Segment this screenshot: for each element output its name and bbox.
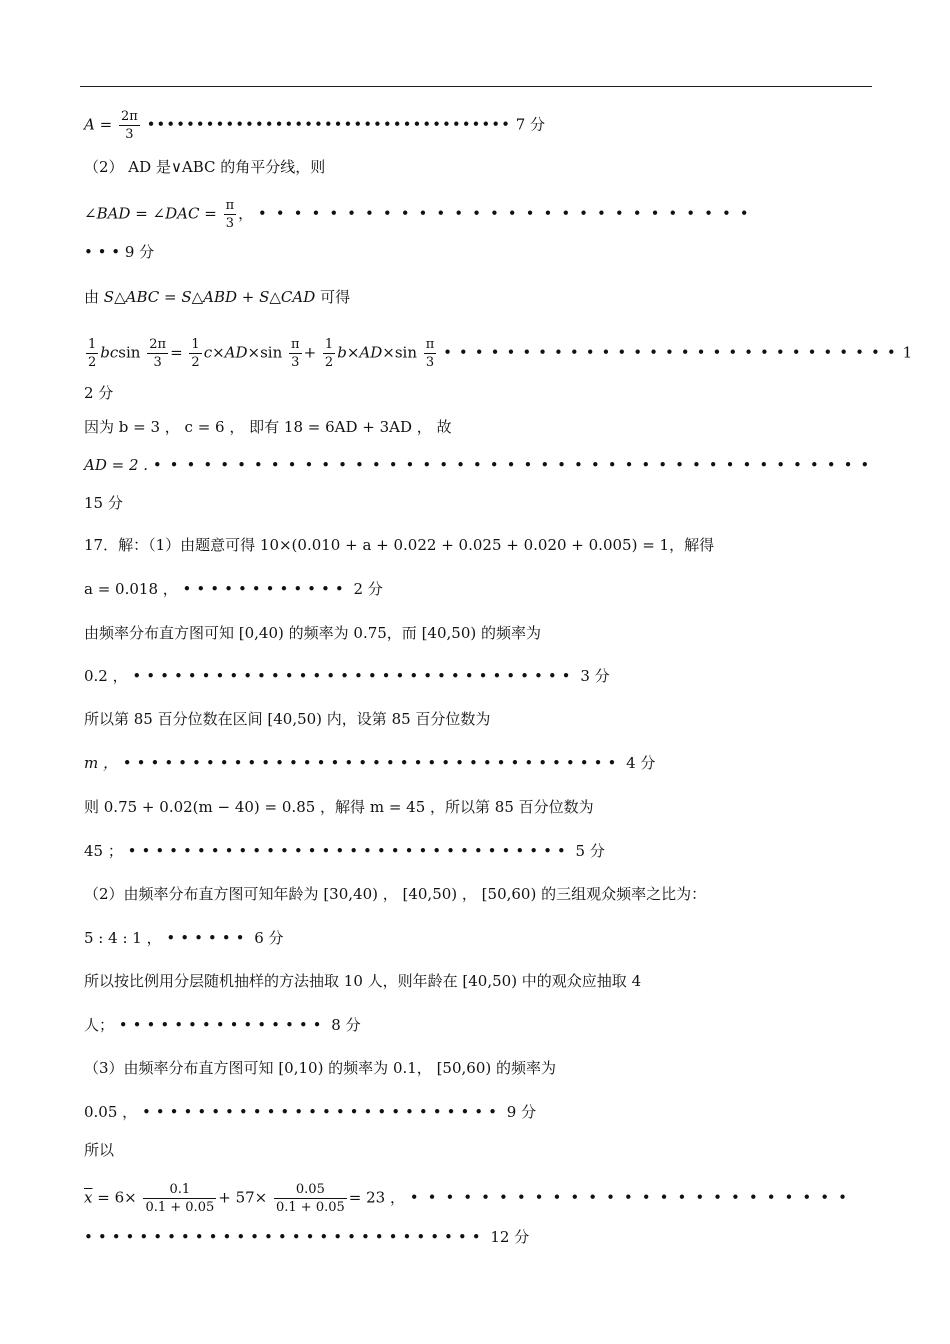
line-stratified-sampling: 所以按比例用分层随机抽样的方法抽取 10 人，则年龄在 [40,50) 中的观众应抽取 4 [84, 972, 642, 990]
line-given-values: 因为 b = 3 ， c = 6 ， 即有 18 = 6AD + 3AD ， 故 [84, 418, 452, 436]
line-score-15: 15 分 [84, 494, 123, 512]
line-score-12b: ••••••••••••••••••••••••••••• 12 分 [84, 1228, 530, 1246]
line-area-equation: $\frac{1}{2}$ bcsin $\frac{2\pi}{3}$ = $\frac{1}{2}$ c×AD×sin $\frac{\pi}{3}$ + $\frac{1}{2}$ b×AD×sin $\frac{\pi}{3}$ •••••••••••••••••••••••••••••1 [88, 337, 913, 370]
line-therefore: 所以 [84, 1141, 115, 1159]
line-percentile-interval: 所以第 85 百分位数在区间 [40,50) 内，设第 85 百分位数为 [84, 710, 491, 728]
line-a-value: a = 0.018 ， •••••••••••• 2 分 [84, 580, 383, 598]
line-people: 人； ••••••••••••••• 8 分 [84, 1016, 361, 1034]
line-a-result: A = $\frac{2\pi}{3}$ ••••••••••••••••••••••••••••••••••••• 7 分 [84, 109, 546, 142]
line-score-12a: 2 分 [84, 384, 114, 402]
line-ratio-value: 5 : 4 : 1 ， •••••• 6 分 [84, 929, 284, 947]
line-angle-equality: ∠BAD = ∠DAC = $\frac{\pi}{3}$ ， •••••••••••••••••••••••••••• [84, 198, 758, 231]
line-freq-02: 0.2 ， •••••••••••••••••••••••••••••••• 3 分 [84, 667, 610, 685]
fraction-pi-over-3: $\frac{\pi}{3}$ [225, 198, 235, 231]
fraction-2pi-over-3: $\frac{2\pi}{3}$ [120, 109, 138, 142]
line-part3-freq: （3）由频率分布直方图可知 [0,10) 的频率为 0.1， [50,60) 的频率为 [84, 1059, 556, 1077]
line-freq-005: 0.05 ， •••••••••••••••••••••••••• 9 分 [84, 1103, 537, 1121]
line-area-sum: 由 S△ABC = S△ABD + S△CAD 可得 [84, 288, 351, 306]
line-part2-ratio: （2）由频率分布直方图可知年龄为 [30,40) ， [40,50) ， [50,60) 的三组观众频率之比为： [84, 885, 707, 903]
line-percentile-equation: 则 0.75 + 0.02(m − 40) = 0.85 ，解得 m = 45 ，所以第 85 百分位数为 [84, 798, 594, 816]
header-rule [80, 86, 872, 87]
line-ad-result: AD = 2 . ••••••••••••••••••••••••••••••••••••••••••• [84, 456, 878, 474]
line-mean-equation: $\overline{x} = 6\times$ $\frac{0.1}{0.1 + 0.05}$ + 57× $\frac{0.05}{0.1 + 0.05}$ = 23 ， ••••••••••••••••••••••••• [84, 1182, 856, 1215]
line-percentile-result: 45 ； •••••••••••••••••••••••••••••••• 5 分 [84, 842, 605, 860]
line-m-def: m ， •••••••••••••••••••••••••••••••••••• 4 分 [84, 754, 656, 772]
line-freq-0-40: 由频率分布直方图可知 [0,40) 的频率为 0.75，而 [40,50) 的频率为 [84, 624, 541, 642]
line-q17-intro: 17．解：（1）由题意可得 10×(0.010 + a + 0.022 + 0.025 + 0.020 + 0.005) = 1，解得 [84, 536, 715, 554]
line-score-9: • • • 9 分 [84, 243, 155, 261]
line-part2-intro: （2） AD 是∨ABC 的角平分线，则 [84, 158, 326, 176]
